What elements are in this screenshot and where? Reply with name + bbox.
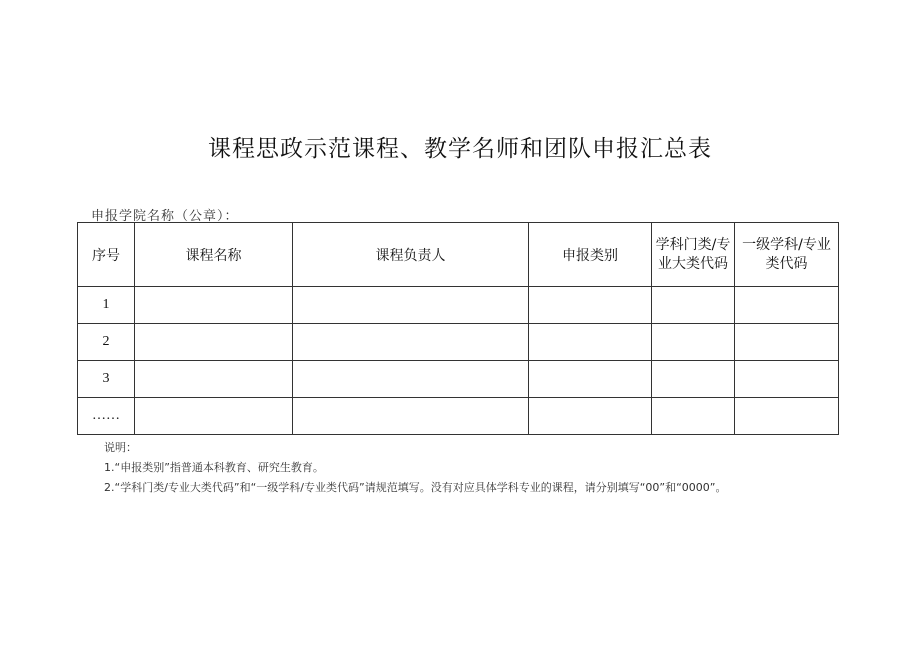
cell-subject-code[interactable] [735, 324, 839, 361]
cell-course-name[interactable] [135, 398, 293, 435]
cell-seq: 1 [78, 287, 135, 324]
cell-discipline-code[interactable] [652, 287, 735, 324]
header-subject-code [735, 223, 839, 287]
table-row [78, 324, 839, 361]
college-name-label: 申报学院名称（公章）： [91, 209, 239, 224]
cell-subject-code[interactable] [735, 361, 839, 398]
cell-course-name[interactable] [135, 287, 293, 324]
cell-discipline-code[interactable] [652, 324, 735, 361]
header-discipline-code-label: 学科门类/专业大类代码 [655, 236, 731, 272]
header-seq: 序号 [78, 223, 135, 287]
cell-discipline-code[interactable] [652, 361, 735, 398]
cell-seq: 3 [78, 361, 135, 398]
cell-course-lead[interactable] [293, 287, 529, 324]
header-course-lead: 课程负责人 [293, 223, 529, 287]
cell-course-name[interactable] [135, 324, 293, 361]
table-row [78, 287, 839, 324]
cell-discipline-code[interactable] [652, 398, 735, 435]
cell-category[interactable] [529, 324, 652, 361]
cell-category[interactable] [529, 361, 652, 398]
table-row [78, 361, 839, 398]
header-category: 申报类别 [529, 223, 652, 287]
summary-table [77, 222, 839, 435]
page-title: 课程思政示范课程、教学名师和团队申报汇总表 [208, 136, 712, 162]
cell-course-name[interactable] [135, 361, 293, 398]
cell-subject-code[interactable] [735, 287, 839, 324]
table-row [78, 398, 839, 435]
table-header-row [78, 223, 839, 287]
header-discipline-code [652, 223, 735, 287]
note-item-2: 2.“学科门类/专业大类代码”和“一级学科/专业类代码”请规范填写。没有对应具体学科专业的课程，请分别填写“00”和“0000”。 [104, 481, 727, 494]
cell-category[interactable] [529, 287, 652, 324]
header-subject-code-label: 一级学科/专业类代码 [742, 236, 831, 272]
note-item-1: 1.“申报类别”指普通本科教育、研究生教育。 [104, 461, 324, 474]
cell-course-lead[interactable] [293, 361, 529, 398]
cell-subject-code[interactable] [735, 398, 839, 435]
notes-section [104, 438, 727, 498]
cell-course-lead[interactable] [293, 324, 529, 361]
cell-course-lead[interactable] [293, 398, 529, 435]
cell-category[interactable] [529, 398, 652, 435]
cell-seq: 2 [78, 324, 135, 361]
header-course-name: 课程名称 [135, 223, 293, 287]
cell-seq: …… [78, 398, 135, 435]
notes-label: 说明： [104, 441, 137, 454]
